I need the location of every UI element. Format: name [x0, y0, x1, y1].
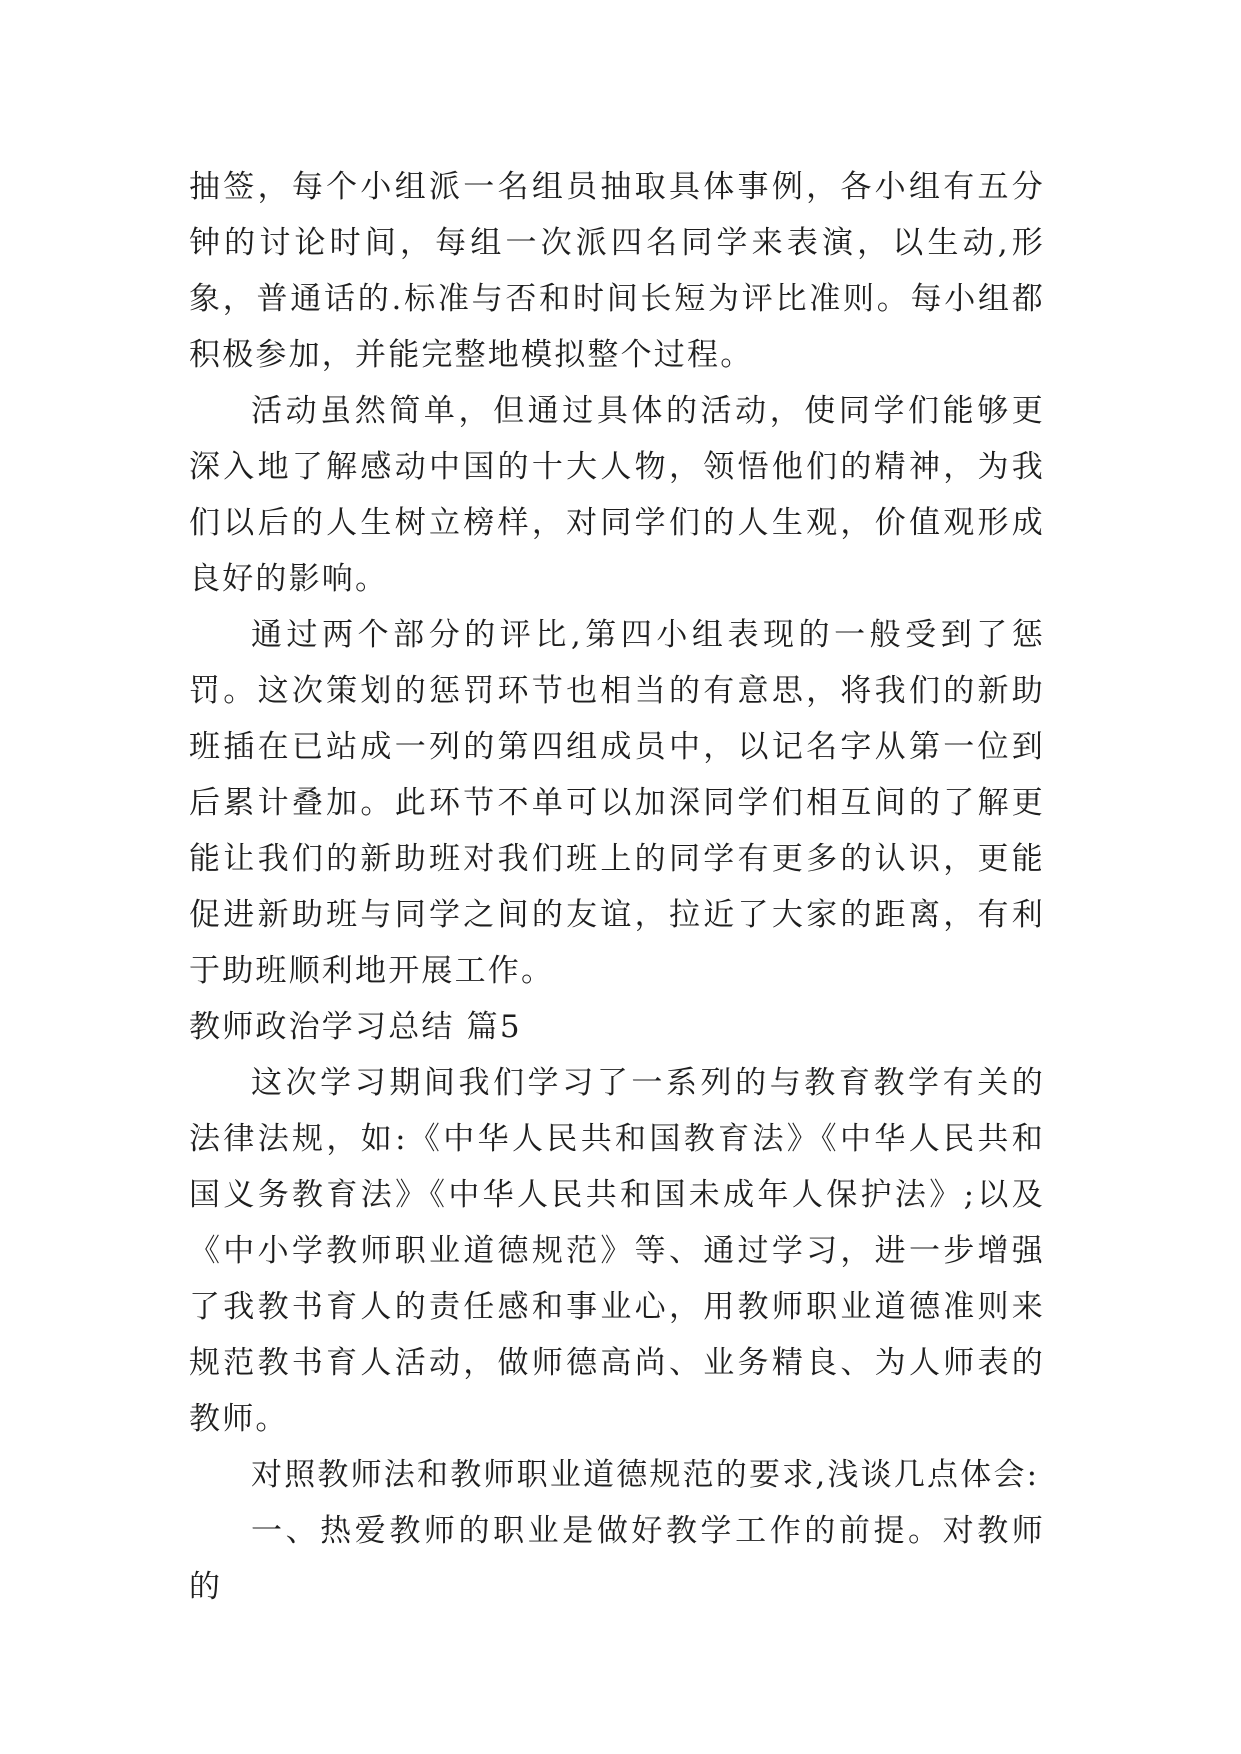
paragraph: 对照教师法和教师职业道德规范的要求,浅谈几点体会: [251, 1457, 1040, 1493]
section-heading: 教师政治学习总结 篇5 [189, 1009, 522, 1045]
paragraph-continued: 抽签，每个小组派一名组员抽取具体事例，各小组有五分钟的讨论时间，每组一次派四名同学来表演，以生动,形象，普通话的.标准与否和时间长短为评比准则。每小组都积极参加，并能完整地模拟整个过程。 [189, 169, 1045, 373]
paragraph: 一、热爱教师的职业是做好教学工作的前提。对教师的 [189, 1513, 1045, 1605]
document-body [189, 159, 1045, 1615]
paragraph: 活动虽然简单，但通过具体的活动，使同学们能够更深入地了解感动中国的十大人物，领悟他们的精神，为我们以后的人生树立榜样，对同学们的人生观，价值观形成良好的影响。 [189, 393, 1045, 597]
paragraph: 这次学习期间我们学习了一系列的与教育教学有关的法律法规，如:《中华人民共和国教育法》《中华人民共和国义务教育法》《中华人民共和国未成年人保护法》;以及《中小学教师职业道德规范》等、通过学习，进一步增强了我教书育人的责任感和事业心，用教师职业道德准则来规范教书育人活动，做师德高尚、业务精良、为人师表的教师。 [189, 1065, 1045, 1437]
paragraph: 通过两个部分的评比,第四小组表现的一般受到了惩罚。这次策划的惩罚环节也相当的有意思，将我们的新助班插在已站成一列的第四组成员中，以记名字从第一位到后累计叠加。此环节不单可以加深同学们相互间的了解更能让我们的新助班对我们班上的同学有更多的认识，更能促进新助班与同学之间的友谊，拉近了大家的距离，有利于助班顺利地开展工作。 [189, 617, 1045, 989]
